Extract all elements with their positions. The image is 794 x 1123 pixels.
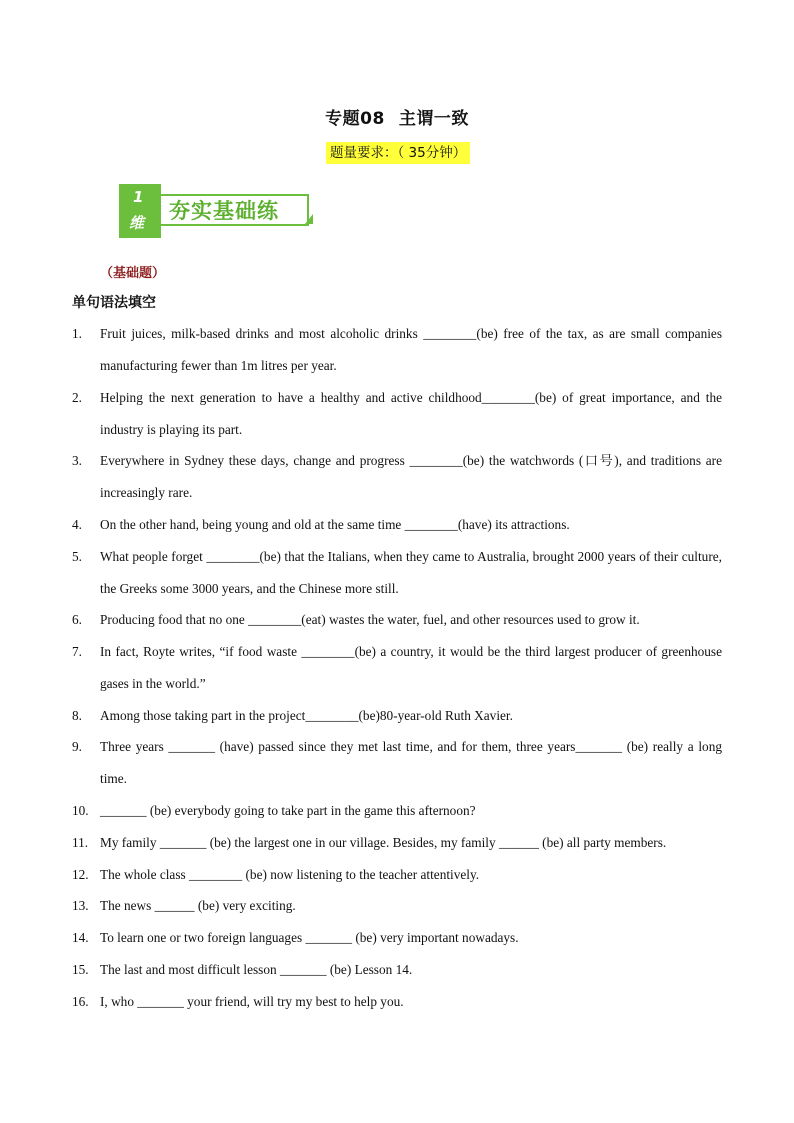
exercise-text: Everywhere in Sydney these days, change and progress ________(be) the watchwords (口号), and traditions are increasingly rare. [100, 453, 722, 500]
exercise-number: 6. [72, 612, 82, 627]
exercise-text: The whole class ________ (be) now listening to the teacher attentively. [100, 867, 480, 882]
exercise-number: 11. [72, 835, 89, 850]
exercise-text: Helping the next generation to have a healthy and active childhood________(be) of great importance, and the industry is playing its part. [100, 390, 722, 437]
exercise-item [72, 731, 722, 795]
exercise-text: Three years _______ (have) passed since they met last time, and for them, three years_______ (be) really a long time. [100, 739, 722, 786]
exercise-number: 1. [72, 326, 82, 341]
exercise-item [72, 445, 722, 509]
exercise-text: The last and most difficult lesson _______ (be) Lesson 14. [100, 962, 413, 977]
exercise-item [72, 954, 722, 986]
exercise-number: 16. [72, 994, 89, 1009]
exercise-number: 7. [72, 644, 82, 659]
time-requirement: 题量要求：（ 35分钟） [326, 142, 470, 164]
exercise-item [72, 795, 722, 827]
exercise-text: Among those taking part in the project________(be)80-year-old Ruth Xavier. [100, 708, 513, 723]
exercise-number: 15. [72, 962, 89, 977]
exercise-item [72, 541, 722, 605]
exercise-item [72, 604, 722, 636]
exercise-text: Producing food that no one ________(eat) wastes the water, fuel, and other resources used to grow it. [100, 612, 640, 627]
exercise-number: 9. [72, 739, 82, 754]
exercise-number: 12. [72, 867, 89, 882]
banner-corner-triangle [305, 214, 313, 224]
page-title [0, 104, 794, 129]
exercise-item [72, 859, 722, 891]
exercise-item [72, 509, 722, 541]
exercise-text: My family _______ (be) the largest one in our village. Besides, my family ______ (be) all party members. [100, 835, 667, 850]
exercise-text: In fact, Royte writes, “if food waste ________(be) a country, it would be the third largest producer of greenhouse gases in the world.” [100, 644, 722, 691]
exercise-number: 4. [72, 517, 82, 532]
exercise-item [72, 700, 722, 732]
exercise-number: 8. [72, 708, 82, 723]
banner-label-box [161, 194, 309, 226]
exercise-text: I, who _______ your friend, will try my best to help you. [100, 994, 404, 1009]
title-topic-name: 主谓一致 [398, 109, 469, 129]
exercise-item [72, 986, 722, 1018]
section-title: 单句语法填空 [72, 295, 156, 311]
exercise-text: _______ (be) everybody going to take part in the game this afternoon? [100, 803, 476, 818]
title-topic-number: 专题08 [325, 109, 385, 129]
exercise-item [72, 318, 722, 382]
exercise-item [72, 890, 722, 922]
exercise-number: 2. [72, 390, 82, 405]
exercise-item [72, 922, 722, 954]
exercise-text: What people forget ________(be) that the Italians, when they came to Australia, brought 2000 years of their culture, the Greeks some 3000 years, and the Chinese more still. [100, 549, 722, 596]
exercise-text: The news ______ (be) very exciting. [100, 898, 296, 913]
exercise-item [72, 636, 722, 700]
exercise-number: 10. [72, 803, 89, 818]
exercise-number: 14. [72, 930, 89, 945]
exercise-item [72, 382, 722, 446]
exercise-item [72, 827, 722, 859]
banner-unit: 维 [129, 214, 145, 232]
exercise-number: 13. [72, 898, 89, 913]
exercise-text: On the other hand, being young and old at the same time ________(have) its attractions. [100, 517, 570, 532]
exercise-text: To learn one or two foreign languages _______ (be) very important nowadays. [100, 930, 519, 945]
section-banner [119, 184, 315, 238]
exercise-text: Fruit juices, milk-based drinks and most alcoholic drinks ________(be) free of the tax, as are small companies manufacturing fewer than 1m litres per year. [100, 326, 722, 373]
banner-badge [119, 184, 161, 238]
difficulty-category: （基础题） [100, 266, 166, 281]
exercise-number: 5. [72, 549, 82, 564]
banner-number: 1 [133, 188, 144, 206]
exercise-number: 3. [72, 453, 82, 468]
banner-label: 夯实基础练 [169, 199, 279, 223]
